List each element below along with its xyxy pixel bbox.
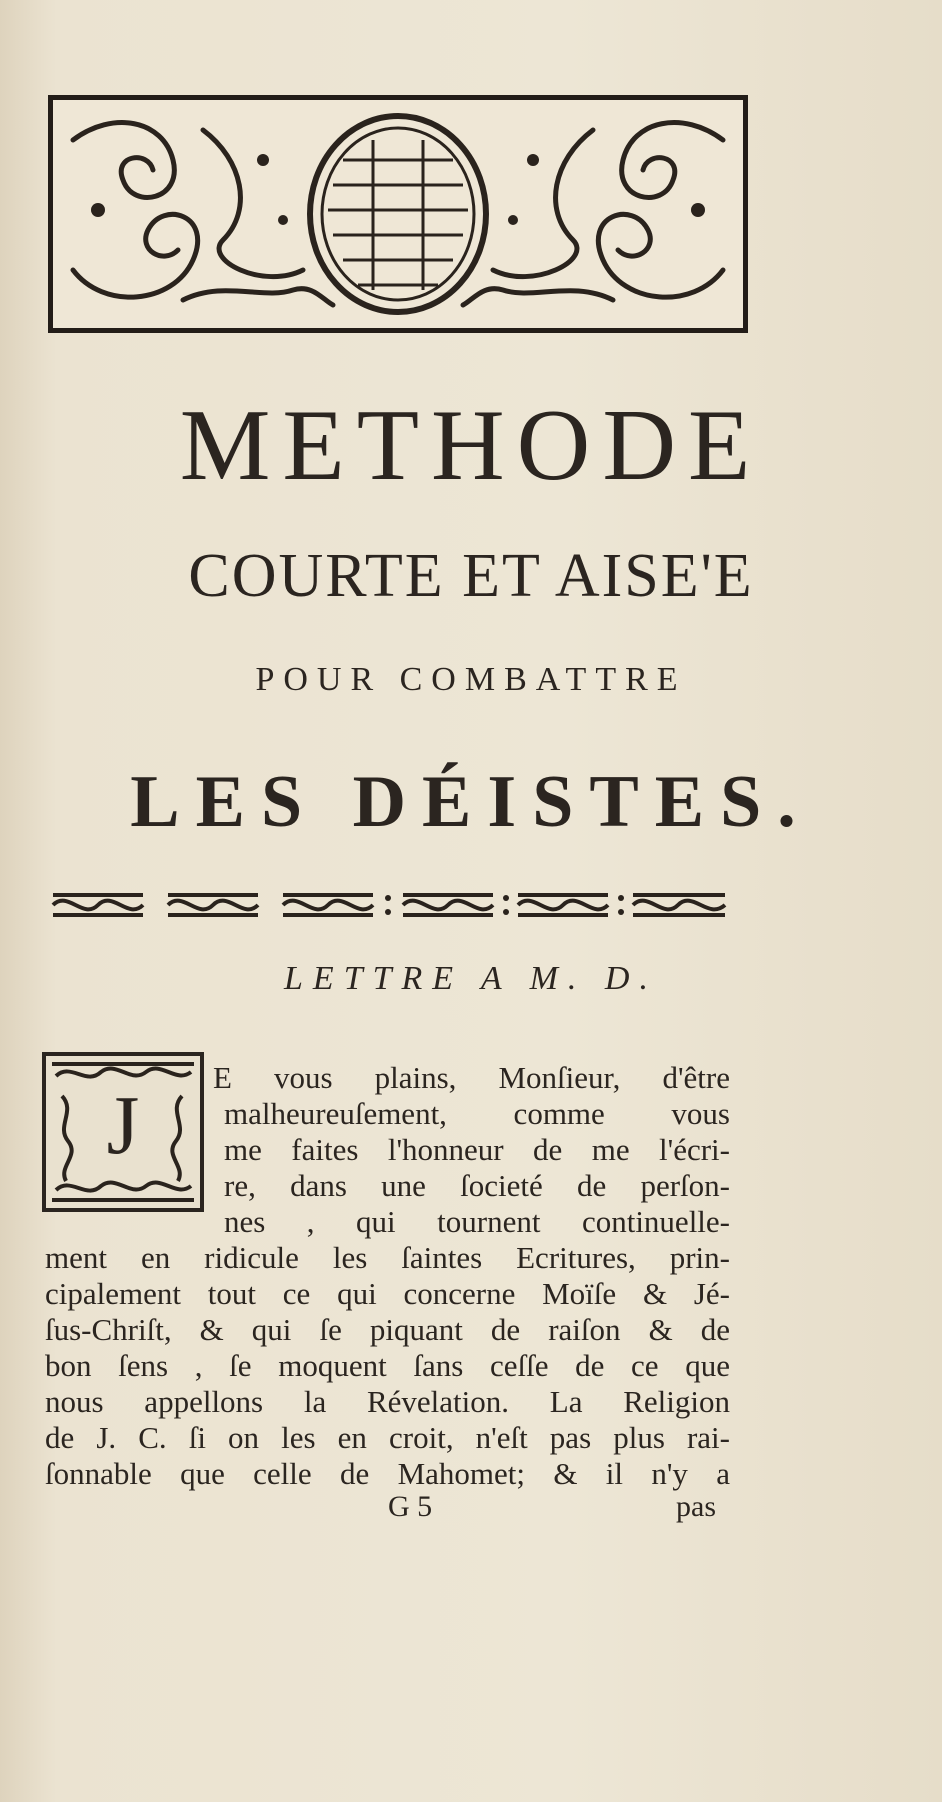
text-line: me faites l'honneur de me l'écri- xyxy=(224,1132,730,1167)
title-les-deistes: LES DÉISTES. xyxy=(130,761,812,843)
text-line: ſonnable que celle de Mahomet; & il n'y a xyxy=(45,1456,730,1491)
ornamental-headpiece xyxy=(48,95,748,333)
text-line: bon ſens , ſe moquent ſans ceſſe de ce que xyxy=(45,1348,730,1383)
text-line: cipalement tout ce qui concerne Moïſe & Jé- xyxy=(45,1276,730,1311)
divider-ornament-icon xyxy=(48,885,730,925)
headpiece-ornament-icon xyxy=(53,100,743,328)
text-line: nes , qui tournent continuelle- xyxy=(224,1204,730,1239)
text-line: ſus-Chriſt, & qui ſe piquant de raiſon & de xyxy=(45,1312,730,1347)
text-line: de J. C. ſi on les en croit, n'eſt pas plus rai- xyxy=(45,1420,730,1455)
text-line: E vous plains, Monſieur, d'être xyxy=(213,1060,730,1095)
title-courte-et-aisee: COURTE ET AISE'E xyxy=(188,542,754,610)
decorated-initial xyxy=(42,1052,204,1212)
text-line: malheureuſement, comme vous xyxy=(224,1096,730,1131)
signature-mark: G 5 xyxy=(388,1490,433,1523)
text-line: re, dans une ſocieté de perſon- xyxy=(224,1168,730,1203)
title-pour-combattre: POUR COMBATTRE xyxy=(255,661,687,698)
letter-heading: LETTRE A M. D. xyxy=(284,960,658,997)
text-line: ment en ridicule les ſaintes Ecritures, prin- xyxy=(45,1240,730,1275)
text-line: nous appellons la Révelation. La Religion xyxy=(45,1384,730,1419)
drop-cap-letter: J xyxy=(106,1079,140,1172)
ornamental-divider xyxy=(48,885,730,925)
title-methode: METHODE xyxy=(179,389,763,502)
catchword: pas xyxy=(676,1490,716,1523)
